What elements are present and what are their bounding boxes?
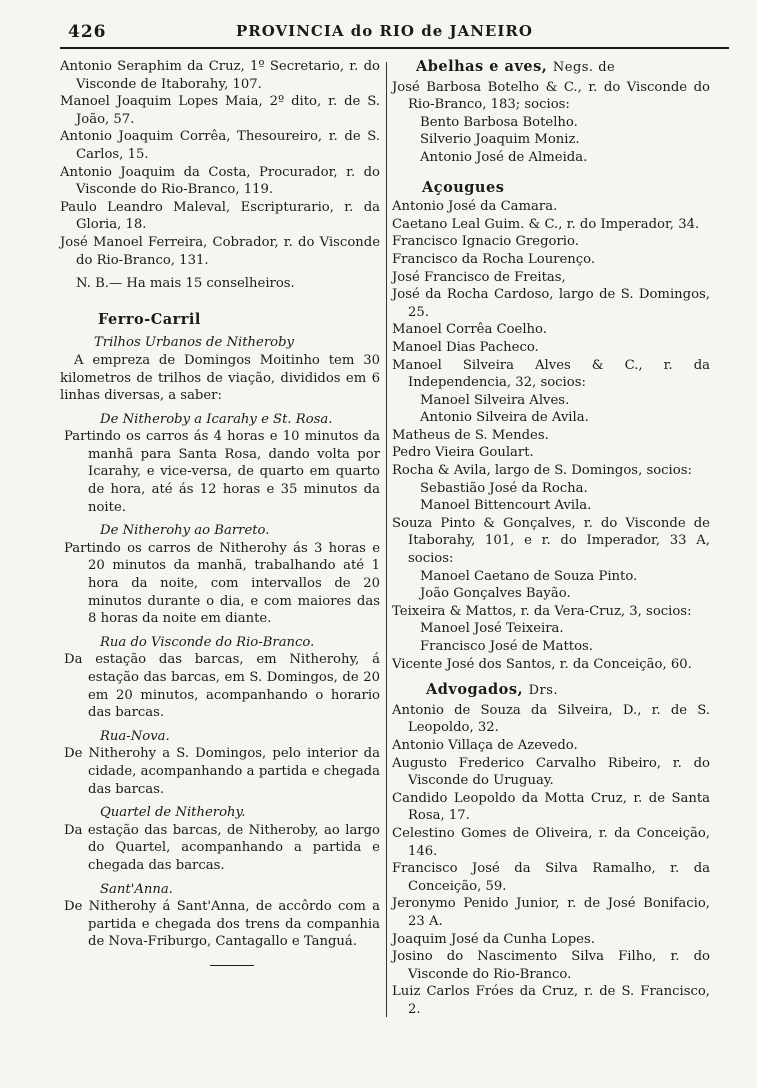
partner-name: Manoel Caetano de Souza Pinto. <box>420 568 638 584</box>
ferro-carril-subtitle: Trilhos Urbanos de Nitheroby <box>94 335 294 351</box>
acougues-list <box>392 198 710 673</box>
route-text: Da estação das barcas, de Nitheroby, ao largo do Quartel, acompanhando a partida e chegada das barcas. <box>64 822 380 873</box>
advogado-entry: Francisco José da Silva Ramalho, r. da Conceição, 59. <box>392 861 710 894</box>
advogado-entry: Antonio Villaça de Azevedo. <box>392 737 578 753</box>
acougue-entry: Manoel Dias Pacheco. <box>392 339 539 355</box>
partner-name: Sebastião José da Rocha. <box>420 480 588 496</box>
route-text: De Nitherohy a S. Domingos, pelo interior da cidade, acompanhando a partida e chegada das barcas. <box>64 746 380 797</box>
acougue-entry: Francisco Ignacio Gregorio. <box>392 234 579 250</box>
route-title: Quartel de Nitherohy. <box>100 805 246 821</box>
abelhas-heading-suffix: Negs. de <box>552 60 616 75</box>
route-text: Da estação das barcas, em Nitherohy, á estação das barcas, em S. Domingos, de 20 em 20 minutos, acompanhando o horario das barcas. <box>64 652 380 721</box>
advogado-entry: Candido Leopoldo da Motta Cruz, r. de Santa Rosa, 17. <box>392 790 710 824</box>
note-conselheiros: N. B.— Ha mais 15 conselheiros. <box>76 276 295 292</box>
advogado-entry: Josino do Nascimento Silva Filho, r. do Visconde do Rio-Branco. <box>392 949 710 982</box>
partner-name: Manoel Silveira Alves. <box>420 392 570 408</box>
acougue-entry: José Francisco de Freitas, <box>392 269 566 285</box>
official-entry: Manoel Joaquim Lopes Maia, 2º dito, r. de S. João, 57. <box>60 94 380 127</box>
section-heading-advogados <box>392 681 710 700</box>
partner-name: Silverio Joaquim Moniz. <box>420 132 580 148</box>
advogado-entry: Luiz Carlos Fróes da Cruz, r. de S. Francisco, 2. <box>392 984 710 1017</box>
acougue-entry: José da Rocha Cardoso, largo de S. Domingos, 25. <box>392 287 710 320</box>
partner-name: Manoel Bittencourt Avila. <box>420 498 592 514</box>
section-heading-acougues: Açougues <box>422 178 505 196</box>
acougue-entry: Manoel Corrêa Coelho. <box>392 322 547 338</box>
acougue-entry: Pedro Vieira Goulart. <box>392 445 534 461</box>
official-entry: Antonio Joaquim Corrêa, Thesoureiro, r. de S. Carlos, 15. <box>60 129 380 162</box>
route-title: Sant'Anna. <box>100 881 173 897</box>
partner-name: Manoel José Teixeira. <box>420 621 564 637</box>
acougue-entry: Rocha & Avila, largo de S. Domingos, socios: <box>392 463 692 479</box>
acougue-entry: Teixeira & Mattos, r. da Vera-Cruz, 3, socios: <box>392 603 692 619</box>
official-entry: Antonio Seraphim da Cruz, 1º Secretario, r. do Visconde de Itaborahy, 107. <box>60 59 380 92</box>
acougue-entry: Souza Pinto & Gonçalves, r. do Visconde de Itaborahy, 101, e r. do Imperador, 33 A, socios: <box>392 515 710 567</box>
official-entry: Antonio Joaquim da Costa, Procurador, r. do Visconde do Rio-Branco, 119. <box>60 164 380 198</box>
route-text: Partindo os carros ás 4 horas e 10 minutos da manhã para Santa Rosa, dando volta por Icarahy, e vice-versa, de quarto em quarto de hora, até ás 12 horas e 35 minutos da noite. <box>64 429 380 515</box>
acougue-entry: Vicente José dos Santos, r. da Conceição, 60. <box>392 656 692 672</box>
advogado-entry: Antonio de Souza da Silveira, D., r. de S. Leopoldo, 32. <box>392 702 710 736</box>
route-title: Rua do Visconde do Rio-Branco. <box>100 634 315 650</box>
partner-name: João Gonçalves Bayão. <box>420 586 571 602</box>
column-divider <box>386 62 387 1017</box>
acougue-entry: Manoel Silveira Alves & C., r. da Independencia, 32, socios: <box>392 357 710 391</box>
advogado-entry: Augusto Frederico Carvalho Ribeiro, r. do Visconde do Uruguay. <box>392 755 710 789</box>
running-title: PROVINCIA do RIO de JANEIRO <box>236 22 533 40</box>
section-heading-abelhas <box>392 58 710 77</box>
route-title: De Nitheroby a Icarahy e St. Rosa. <box>100 411 333 427</box>
route-title: De Nitherohy ao Barreto. <box>100 523 270 539</box>
advogados-heading-suffix: Drs. <box>528 683 559 699</box>
partner-name: Antonio Silveira de Avila. <box>420 410 589 426</box>
abelhas-heading: Abelhas e aves, <box>416 58 548 75</box>
route-title: Rua-Nova. <box>100 728 170 744</box>
advogado-entry: Joaquim José da Cunha Lopes. <box>392 931 595 947</box>
route-text: De Nitherohy á Sant'Anna, de accôrdo com a partida e chegada dos trens da companhia de Nova-Friburgo, Cantagallo e Tanguá. <box>64 899 380 950</box>
official-entry: José Manoel Ferreira, Cobrador, r. do Visconde do Rio-Branco, 131. <box>60 234 380 268</box>
partner-name: Bento Barbosa Botelho. <box>420 114 578 130</box>
advogado-entry: Jeronymo Penido Junior, r. de José Bonifacio, 23 A. <box>392 896 710 929</box>
advogado-entry: Celestino Gomes de Oliveira, r. da Conceição, 146. <box>392 825 710 859</box>
left-column <box>60 58 380 966</box>
abelhas-firm: José Barbosa Botelho & C., r. do Visconde do Rio-Branco, 183; socios: <box>392 79 710 113</box>
route-text: Partindo os carros de Nitherohy ás 3 horas e 20 minutos da manhã, trabalhando até 1 hora da noite, com intervallos de 20 minutos durante o dia, e com maiores das 8 horas da noite em diante. <box>64 540 380 627</box>
ferro-carril-intro: A empreza de Domingos Moitinho tem 30 kilometros de trilhos de viação, divididos em 6 linhas diversas, a saber: <box>60 352 380 404</box>
acougue-entry: Caetano Leal Guim. & C., r. do Imperador, 34. <box>392 216 700 232</box>
page-number: 426 <box>68 22 107 42</box>
acougue-entry: Matheus de S. Mendes. <box>392 427 549 443</box>
partner-name: Francisco José de Mattos. <box>420 639 593 654</box>
partner-name: Antonio José de Almeida. <box>420 149 588 165</box>
acougue-entry: Francisco da Rocha Lourenço. <box>392 251 596 267</box>
section-heading-ferro-carril: Ferro-Carril <box>98 310 201 328</box>
right-column <box>392 58 710 1018</box>
advogados-heading: Advogados, <box>426 681 524 699</box>
official-entry: Paulo Leandro Maleval, Escripturario, r. da Gloria, 18. <box>60 199 380 233</box>
end-rule <box>210 965 254 966</box>
acougue-entry: Antonio José da Camara. <box>392 199 558 215</box>
header-rule <box>60 47 729 49</box>
advogados-list <box>392 702 710 1019</box>
